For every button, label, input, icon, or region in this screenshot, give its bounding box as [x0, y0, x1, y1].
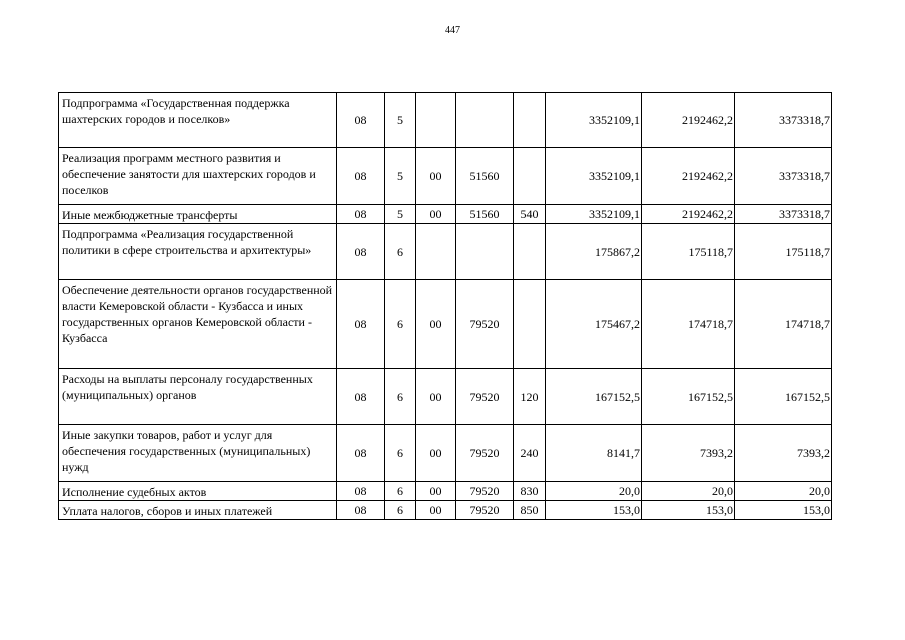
section-code: 08 [337, 482, 385, 501]
direction-code: 79520 [456, 280, 514, 369]
section-code: 08 [337, 93, 385, 148]
direction-code: 51560 [456, 205, 514, 224]
program-code: 00 [416, 280, 456, 369]
value-year-2: 153,0 [642, 501, 735, 520]
row-name: Реализация программ местного развития и обеспечение занятости для шахтерских городов и поселков [59, 148, 337, 205]
row-name: Расходы на выплаты персоналу государственных (муниципальных) органов [59, 369, 337, 425]
expense-type-code [514, 280, 546, 369]
value-year-2: 7393,2 [642, 425, 735, 482]
subsection-code: 5 [385, 93, 416, 148]
table-row [59, 224, 832, 280]
value-year-3: 167152,5 [735, 369, 832, 425]
value-year-3: 153,0 [735, 501, 832, 520]
value-year-1: 3352109,1 [546, 205, 642, 224]
table-row [59, 280, 832, 369]
budget-table [58, 92, 832, 520]
program-code: 00 [416, 369, 456, 425]
section-code: 08 [337, 369, 385, 425]
row-name: Подпрограмма «Реализация государственной политики в сфере строительства и архитектуры» [59, 224, 337, 280]
program-code [416, 93, 456, 148]
value-year-1: 20,0 [546, 482, 642, 501]
value-year-3: 7393,2 [735, 425, 832, 482]
subsection-code: 6 [385, 425, 416, 482]
row-name: Иные межбюджетные трансферты [59, 205, 337, 224]
table-row [59, 482, 832, 501]
value-year-3: 20,0 [735, 482, 832, 501]
subsection-code: 6 [385, 501, 416, 520]
value-year-2: 2192462,2 [642, 93, 735, 148]
expense-type-code [514, 148, 546, 205]
value-year-3: 3373318,7 [735, 93, 832, 148]
value-year-1: 3352109,1 [546, 93, 642, 148]
subsection-code: 5 [385, 148, 416, 205]
section-code: 08 [337, 205, 385, 224]
table-row [59, 425, 832, 482]
table-row [59, 93, 832, 148]
value-year-3: 174718,7 [735, 280, 832, 369]
section-code: 08 [337, 280, 385, 369]
expense-type-code [514, 93, 546, 148]
subsection-code: 6 [385, 280, 416, 369]
expense-type-code: 120 [514, 369, 546, 425]
table-row [59, 369, 832, 425]
expense-type-code: 540 [514, 205, 546, 224]
value-year-2: 2192462,2 [642, 205, 735, 224]
value-year-2: 174718,7 [642, 280, 735, 369]
page-number: 447 [445, 25, 460, 36]
row-name: Обеспечение деятельности органов государственной власти Кемеровской области - Кузбасса и иных государственных органов Кемеровской области - Кузбасса [59, 280, 337, 369]
section-code: 08 [337, 425, 385, 482]
direction-code: 51560 [456, 148, 514, 205]
value-year-2: 2192462,2 [642, 148, 735, 205]
expense-type-code [514, 224, 546, 280]
table-row [59, 148, 832, 205]
value-year-3: 175118,7 [735, 224, 832, 280]
row-name: Иные закупки товаров, работ и услуг для обеспечения государственных (муниципальных) нужд [59, 425, 337, 482]
direction-code: 79520 [456, 482, 514, 501]
program-code [416, 224, 456, 280]
direction-code: 79520 [456, 369, 514, 425]
direction-code [456, 224, 514, 280]
value-year-1: 175867,2 [546, 224, 642, 280]
value-year-3: 3373318,7 [735, 148, 832, 205]
program-code: 00 [416, 501, 456, 520]
table-body [59, 93, 832, 520]
program-code: 00 [416, 482, 456, 501]
table-row [59, 205, 832, 224]
section-code: 08 [337, 501, 385, 520]
subsection-code: 6 [385, 224, 416, 280]
subsection-code: 5 [385, 205, 416, 224]
value-year-1: 3352109,1 [546, 148, 642, 205]
expense-type-code: 830 [514, 482, 546, 501]
subsection-code: 6 [385, 369, 416, 425]
section-code: 08 [337, 224, 385, 280]
value-year-2: 167152,5 [642, 369, 735, 425]
value-year-3: 3373318,7 [735, 205, 832, 224]
direction-code: 79520 [456, 425, 514, 482]
program-code: 00 [416, 425, 456, 482]
value-year-1: 8141,7 [546, 425, 642, 482]
value-year-1: 167152,5 [546, 369, 642, 425]
value-year-2: 20,0 [642, 482, 735, 501]
value-year-1: 153,0 [546, 501, 642, 520]
direction-code [456, 93, 514, 148]
row-name: Уплата налогов, сборов и иных платежей [59, 501, 337, 520]
program-code: 00 [416, 205, 456, 224]
program-code: 00 [416, 148, 456, 205]
value-year-1: 175467,2 [546, 280, 642, 369]
table-row [59, 501, 832, 520]
row-name: Исполнение судебных актов [59, 482, 337, 501]
subsection-code: 6 [385, 482, 416, 501]
section-code: 08 [337, 148, 385, 205]
value-year-2: 175118,7 [642, 224, 735, 280]
expense-type-code: 240 [514, 425, 546, 482]
row-name: Подпрограмма «Государственная поддержка шахтерских городов и поселков» [59, 93, 337, 148]
direction-code: 79520 [456, 501, 514, 520]
expense-type-code: 850 [514, 501, 546, 520]
